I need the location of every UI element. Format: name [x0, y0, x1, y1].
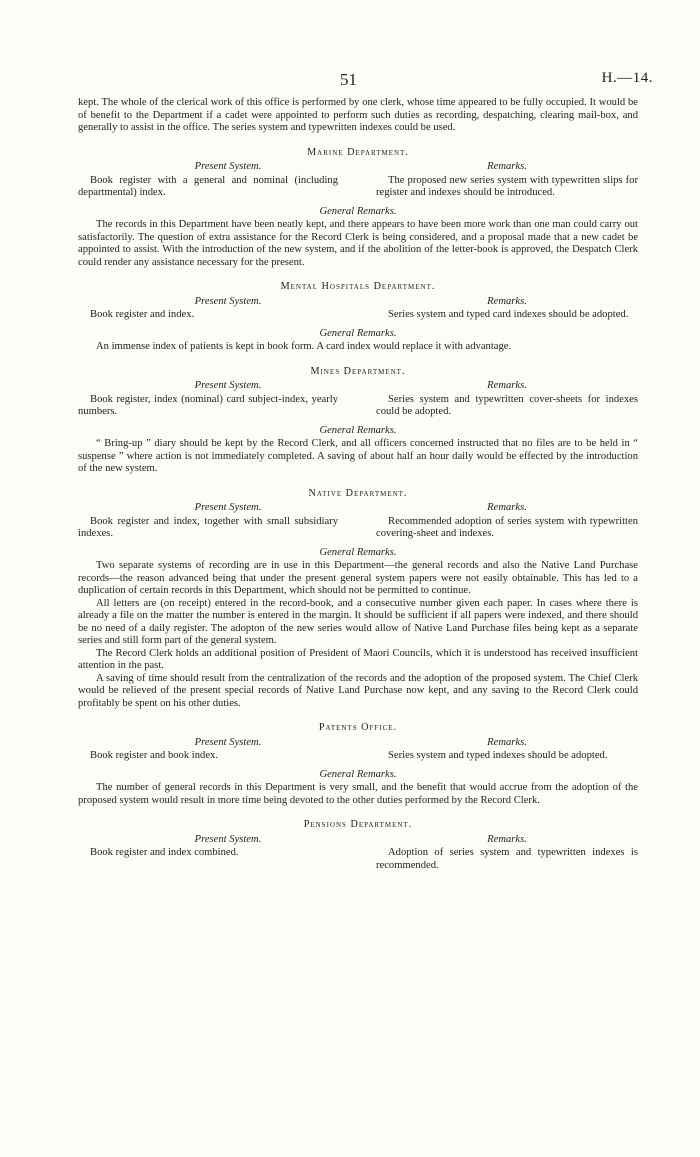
remarks-heading: Remarks. [487, 295, 527, 307]
page-header [78, 70, 653, 90]
present-system-text: Book register with a general and nominal (including departmental) index. [78, 174, 338, 198]
department-section [78, 722, 638, 807]
general-remarks-paragraph: The Record Clerk holds an additional position of President of Maori Councils, which it is understood has received insufficient attention in the past. [78, 647, 638, 671]
general-remarks-heading: General Remarks. [319, 327, 397, 339]
department-title: Mental Hospitals Department. [280, 281, 436, 292]
document-reference: H.—14. [601, 70, 653, 86]
general-remarks-heading: General Remarks. [319, 424, 397, 436]
remarks-text: Adoption of series system and typewritten indexes is recommended. [376, 847, 638, 871]
department-title: Native Department. [308, 487, 408, 499]
system-columns [78, 380, 638, 419]
general-remarks-paragraph: All letters are (on receipt) entered in the record-book, and a consecutive number given each paper. In cases where there is already a file on the matter the number is entered in the margin. It should be sufficient if all papers were indexed, and there should be no need of a daily register. The adopton of the new series would allow of Native Land Purchase files being kept as a separate series and still form part of the general system. [78, 597, 638, 646]
general-remarks-heading: General Remarks. [319, 768, 397, 780]
present-system-heading: Present System. [194, 161, 262, 172]
remarks-heading: Remarks. [487, 502, 527, 513]
present-system-heading: Present System. [194, 833, 262, 845]
page-number: 51 [340, 70, 357, 89]
present-system-column [78, 737, 338, 763]
department-title: Pensions Department. [303, 819, 413, 830]
system-columns [78, 502, 638, 541]
department-section [78, 488, 638, 711]
department-section [78, 366, 638, 476]
remarks-text: Recommended adoption of series system with typewritten covering-sheet and indexes. [376, 515, 638, 539]
remarks-column [376, 834, 638, 873]
remarks-column [376, 296, 638, 322]
system-columns [78, 834, 638, 873]
general-remarks-paragraph: The records in this Department have been neatly kept, and there appears to have been more work than one man could carry out satisfactorily. The question of extra assistance for the Record Clerk is being considered, and a proposal made that a new cadet be appointed to assist. With the introduction of the new system, and if the abolition of the letter-book is approved, the Despatch Clerk could render any assistance necessary for the present. [78, 219, 638, 268]
department-title: Marine Department. [307, 146, 409, 158]
present-system-text: Book register and book index. [90, 750, 218, 761]
remarks-column [376, 161, 638, 200]
present-system-column [78, 834, 338, 873]
present-system-text: Book register and index, together with small subsidiary indexes. [78, 515, 338, 539]
system-columns [78, 296, 638, 322]
remarks-column [376, 737, 638, 763]
remarks-text: Series system and typed card indexes should be adopted. [388, 309, 629, 320]
department-section [78, 819, 638, 872]
department-title: Patents Office. [318, 722, 398, 733]
general-remarks-heading: General Remarks. [319, 205, 397, 217]
present-system-heading: Present System. [194, 380, 262, 391]
present-system-heading: Present System. [194, 736, 262, 748]
system-columns [78, 737, 638, 763]
department-section [78, 281, 638, 354]
general-remarks-paragraph: Two separate systems of recording are in use in this Department—the general records and also the Native Land Purchase records—the reason advanced being that under the present general system papers were not easily obtainable. This has led to a duplication of certain records in this Department, which should not be permitted to continue. [78, 560, 638, 596]
present-system-column [78, 502, 338, 541]
present-system-column [78, 296, 338, 322]
present-system-text: Book register, index (nominal) card subject-index, yearly numbers. [78, 393, 338, 417]
remarks-heading: Remarks. [487, 736, 527, 748]
intro-paragraph: kept. The whole of the clerical work of this office is performed by one clerk, whose time appeared to be fully occupied. It would be of benefit to the Department if a cadet were appointed to perform such duties as recording, despatching, clearing mail-box, and generally to assist in the office. The series system and typewritten indexes could be used. [78, 97, 638, 133]
remarks-text: Series system and typed indexes should be adopted. [388, 750, 608, 761]
remarks-column [376, 380, 638, 419]
present-system-heading: Present System. [194, 295, 262, 307]
general-remarks-paragraph: The number of general records in this Department is very small, and the benefit that would accrue from the adoption of the proposed system would result in more time being devoted to the other duties performed by the Record Clerk. [78, 782, 638, 806]
remarks-heading: Remarks. [487, 833, 527, 845]
remarks-heading: Remarks. [487, 161, 527, 172]
general-remarks-paragraph: A saving of time should result from the centralization of the records and the adoption of the proposed system. The Chief Clerk would be relieved of the present special records of Native Land Purchase now kept, and any saving to the Record Clerk could profitably be spent on his other duties. [78, 672, 638, 709]
system-columns [78, 161, 638, 200]
remarks-column [376, 502, 638, 541]
present-system-column [78, 380, 338, 419]
present-system-column [78, 161, 338, 200]
department-title: Mines Department. [310, 365, 406, 377]
general-remarks-paragraph: An immense index of patients is kept in book form. A card index would replace it with advantage. [96, 341, 512, 352]
remarks-heading: Remarks. [487, 380, 527, 391]
remarks-text: Series system and typewritten cover-sheets for indexes could be adopted. [376, 393, 638, 417]
department-section [78, 147, 638, 270]
remarks-text: The proposed new series system with typewritten slips for register and indexes should be introduced. [376, 174, 638, 198]
document-body [78, 97, 638, 872]
present-system-text: Book register and index. [90, 309, 195, 320]
general-remarks-heading: General Remarks. [319, 546, 397, 558]
department-sections [78, 147, 638, 873]
present-system-text: Book register and index combined. [90, 847, 239, 858]
present-system-heading: Present System. [194, 502, 262, 513]
general-remarks-paragraph: “ Bring-up ” diary should be kept by the Record Clerk, and all officers concerned instructed that no files are to be held in “ suspense ” where action is not immediately completed. A saving of about half an hour daily would be effected by the introduction of the new system. [78, 438, 638, 474]
